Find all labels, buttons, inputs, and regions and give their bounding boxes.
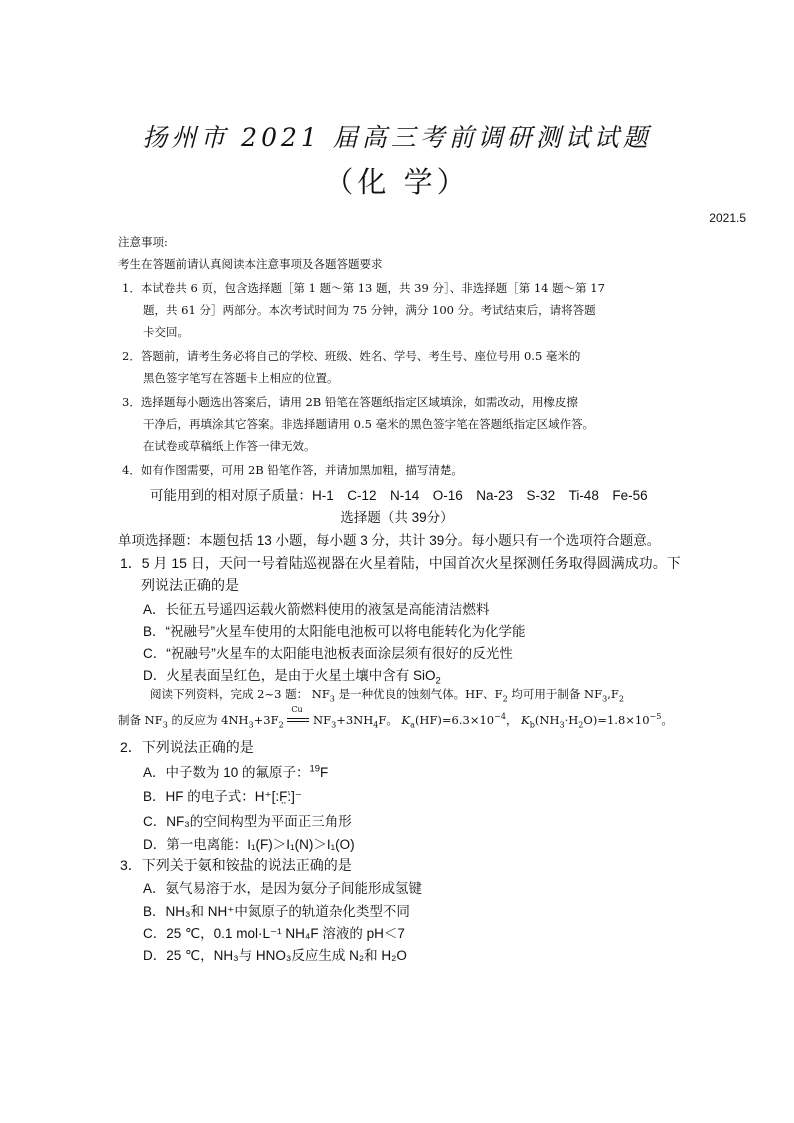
q1-option-d: D．火星表面呈红色，是由于火星土壤中含有 SiO$_2$ bbox=[143, 668, 441, 687]
q1-option-c: C．“祝融号”火星车的太阳能电池板表面涂层须有很好的反光性 bbox=[143, 646, 513, 661]
exam-date: 2021.5 bbox=[709, 211, 746, 225]
q2-option-c: C．NF₃的空间构型为平面正三角形 bbox=[143, 814, 352, 829]
section-intro: 单项选择题：本题包括 13 小题，每小题 3 分，共计 39分。每小题只有一个选项符合题意。 bbox=[118, 533, 661, 548]
catalyst-equals-sign: Cu bbox=[287, 716, 309, 726]
section-title: 选择题（共 39分） bbox=[340, 510, 454, 525]
q1-option-a: A．长征五号遥四运载火箭燃料使用的液氢是高能清洁燃料 bbox=[143, 602, 490, 617]
notice-item-1-line-3: 卡交回。 bbox=[143, 325, 189, 339]
notice-item-2-line-1: 2．答题前，请考生务必将自己的学校、班级、姓名、学号、考生号、座位号用 0.5 毫米的 bbox=[122, 349, 581, 363]
q2-stem: 2．下列说法正确的是 bbox=[120, 739, 254, 755]
notice-item-2-line-2: 黑色签字笔写在答题卡上相应的位置。 bbox=[143, 371, 339, 385]
q2-option-b: B．HF 的电子式：H⁺[:F̤̈:]⁻ bbox=[143, 789, 303, 804]
notice-intro: 考生在答题前请认真阅读本注意事项及各题答题要求 bbox=[118, 257, 383, 271]
q3-option-d: D．25 ℃，NH₃与 HNO₃反应生成 N₂和 H₂O bbox=[143, 948, 407, 963]
q2-option-d: D．第一电离能：I₁(F)＞I₁(N)＞I₁(O) bbox=[143, 837, 355, 852]
q1-option-b: B．“祝融号”火星车使用的太阳能电池板可以将电能转化为化学能 bbox=[143, 624, 526, 639]
notice-item-3-line-1: 3．选择题每小题选出答案后，请用 2B 铅笔在答题纸指定区域填涂，如需改动，用橡皮擦 bbox=[122, 395, 578, 409]
q3-option-b: B．NH₃和 NH⁺中氮原子的轨道杂化类型不同 bbox=[143, 904, 410, 919]
notice-item-4: 4．如有作图需要，可用 2B 铅笔作答，并请加黑加粗，描写清楚。 bbox=[122, 463, 463, 477]
reading-line-2: 制备 $NF_3$ 的反应为 $4NH_3+3F_2$ Cu $NF_3+3NH_4F$。 $K_a(HF)=6.3\times 10^{-4}$， $K_b(NH_3\cdot H_2O)=1.8\times 10^{-5}$。 bbox=[118, 705, 673, 730]
notice-item-1-line-1: 1．本试卷共 6 页，包含选择题［第 1 题～第 13 题，共 39 分］、非选择题［第 14 题～第 17 bbox=[122, 281, 605, 295]
q3-stem: 3．下列关于氨和铵盐的说法正确的是 bbox=[120, 857, 352, 873]
q3-option-c: C．25 ℃，0.1 mol·L⁻¹ NH₄F 溶液的 pH＜7 bbox=[143, 926, 405, 941]
notice-item-3-line-2: 干净后，再填涂其它答案。非选择题请用 0.5 毫米的黑色签字笔在答题纸指定区域作答。 bbox=[143, 417, 595, 431]
notice-item-1-line-2: 题，共 61 分］两部分。本次考试时间为 75 分钟，满分 100 分。考试结束后，请将答题 bbox=[143, 303, 596, 317]
atomic-masses: 可能用到的相对原子质量：H-1 C-12 N-14 O-16 Na-23 S-32 Ti-48 Fe-56 bbox=[150, 488, 648, 503]
exam-title: 扬州市 2021 届高三考前调研测试试题 bbox=[142, 123, 652, 152]
notice-heading: 注意事项: bbox=[118, 235, 168, 249]
exam-subject: （化 学） bbox=[324, 165, 470, 199]
q1-stem-line-1: 1．5 月 15 日，天问一号着陆巡视器在火星着陆，中国首次火星探测任务取得圆满成功。下 bbox=[120, 555, 681, 571]
q1-stem-line-2: 列说法正确的是 bbox=[141, 577, 239, 593]
q2-option-a: A．中子数为 10 的氟原子：$^{19}$F bbox=[143, 763, 329, 780]
q3-option-a: A．氨气易溶于水，是因为氨分子间能形成氢键 bbox=[143, 881, 423, 896]
reading-line-1: 阅读下列资料，完成 2~3 题： $NF_3$ 是一种优良的蚀刻气体。HF、$F_2$ 均可用于制备 $NF_3,F_2$ bbox=[150, 687, 624, 704]
notice-item-3-line-3: 在试卷或草稿纸上作答一律无效。 bbox=[143, 439, 316, 453]
